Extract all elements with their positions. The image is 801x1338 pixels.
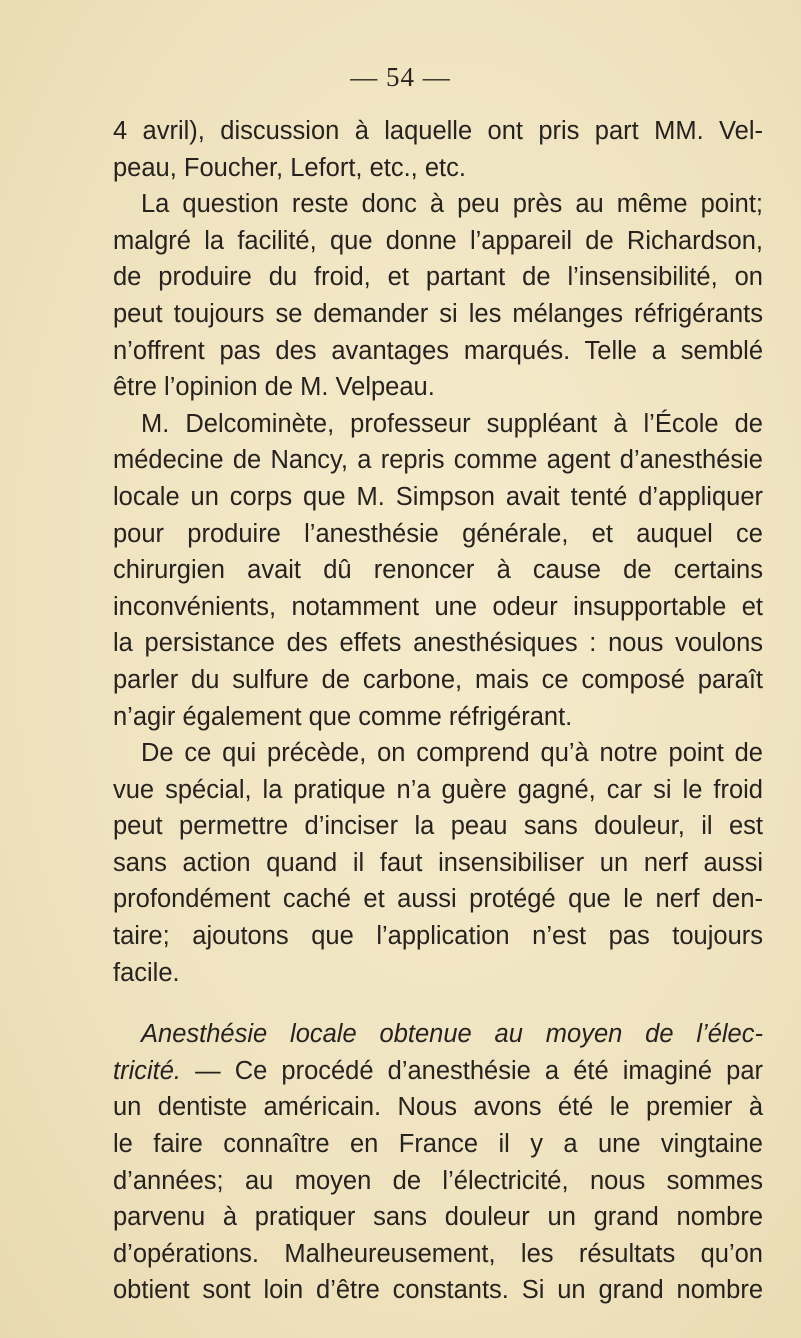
text-line: M. Delcominète, professeur suppléant à l’École de	[141, 409, 763, 438]
paragraph-3	[113, 406, 763, 735]
text-line: d’opérations. Malheureusement, les résultats qu’on	[113, 1239, 763, 1268]
text-line: facile.	[113, 958, 180, 987]
paragraph-5	[113, 1016, 763, 1309]
text-line: un dentiste américain. Nous avons été le premier à	[113, 1093, 763, 1122]
text-line: peut toujours se demander si les mélanges réfrigérants	[113, 299, 763, 328]
section-heading-continued: tricité.	[113, 1056, 182, 1085]
section-heading: Anesthésie locale obtenue au moyen de l’élec-	[141, 1020, 763, 1049]
text-span: — Ce procédé d’anesthésie a été imaginé par	[181, 1056, 763, 1085]
text-line: 4 avril), discussion à laquelle ont pris part MM. Vel-	[113, 117, 763, 145]
paragraph-1	[113, 113, 763, 186]
text-line: inconvénients, notamment une odeur insupportable et	[113, 592, 763, 621]
text-line: n’agir également que comme réfrigérant.	[113, 702, 573, 731]
text-line: locale un corps que M. Simpson avait tenté d’appliquer	[113, 482, 763, 511]
text-line: le faire connaître en France il y a une vingtaine	[113, 1130, 763, 1159]
text-line: parler du sulfure de carbone, mais ce composé paraît	[113, 665, 763, 694]
text-line: d’années; au moyen de l’électricité, nous sommes	[113, 1166, 763, 1195]
page-number: — 54 —	[350, 62, 451, 92]
text-line: pour produire l’anesthésie générale, et auquel ce	[113, 519, 763, 548]
text-line: n’offrent pas des avantages marqués. Telle a semblé	[113, 336, 763, 365]
text-line: taire; ajoutons que l’application n’est pas toujours	[113, 922, 763, 951]
text-line: la persistance des effets anesthésiques : nous voulons	[113, 629, 763, 658]
paragraph-4	[113, 735, 763, 991]
text-line	[113, 1053, 763, 1090]
text-line: parvenu à pratiquer sans douleur un grand nombre	[113, 1203, 763, 1232]
paragraph-2	[113, 186, 763, 406]
body-text	[113, 113, 763, 1309]
text-line: de produire du froid, et partant de l’insensibilité, on	[113, 263, 763, 292]
text-line: vue spécial, la pratique n’a guère gagné, car si le froid	[113, 775, 763, 804]
text-line: obtient sont loin d’être constants. Si un grand nombre	[113, 1276, 763, 1305]
text-line: La question reste donc à peu près au même point;	[141, 190, 763, 219]
text-line: profondément caché et aussi protégé que le nerf den-	[113, 885, 763, 914]
text-line: être l’opinion de M. Velpeau.	[113, 373, 435, 402]
text-line: peut permettre d’inciser la peau sans douleur, il est	[113, 812, 763, 841]
text-line: sans action quand il faut insensibiliser un nerf aussi	[113, 848, 763, 877]
text-line: malgré la facilité, que donne l’appareil de Richardson,	[113, 226, 763, 255]
text-line: chirurgien avait dû renoncer à cause de certains	[113, 556, 763, 585]
text-line: médecine de Nancy, a repris comme agent d’anesthésie	[113, 446, 763, 475]
section-spacer	[113, 991, 763, 1016]
text-line: peau, Foucher, Lefort, etc., etc.	[113, 153, 466, 182]
text-line: De ce qui précède, on comprend qu’à notre point de	[141, 739, 763, 768]
